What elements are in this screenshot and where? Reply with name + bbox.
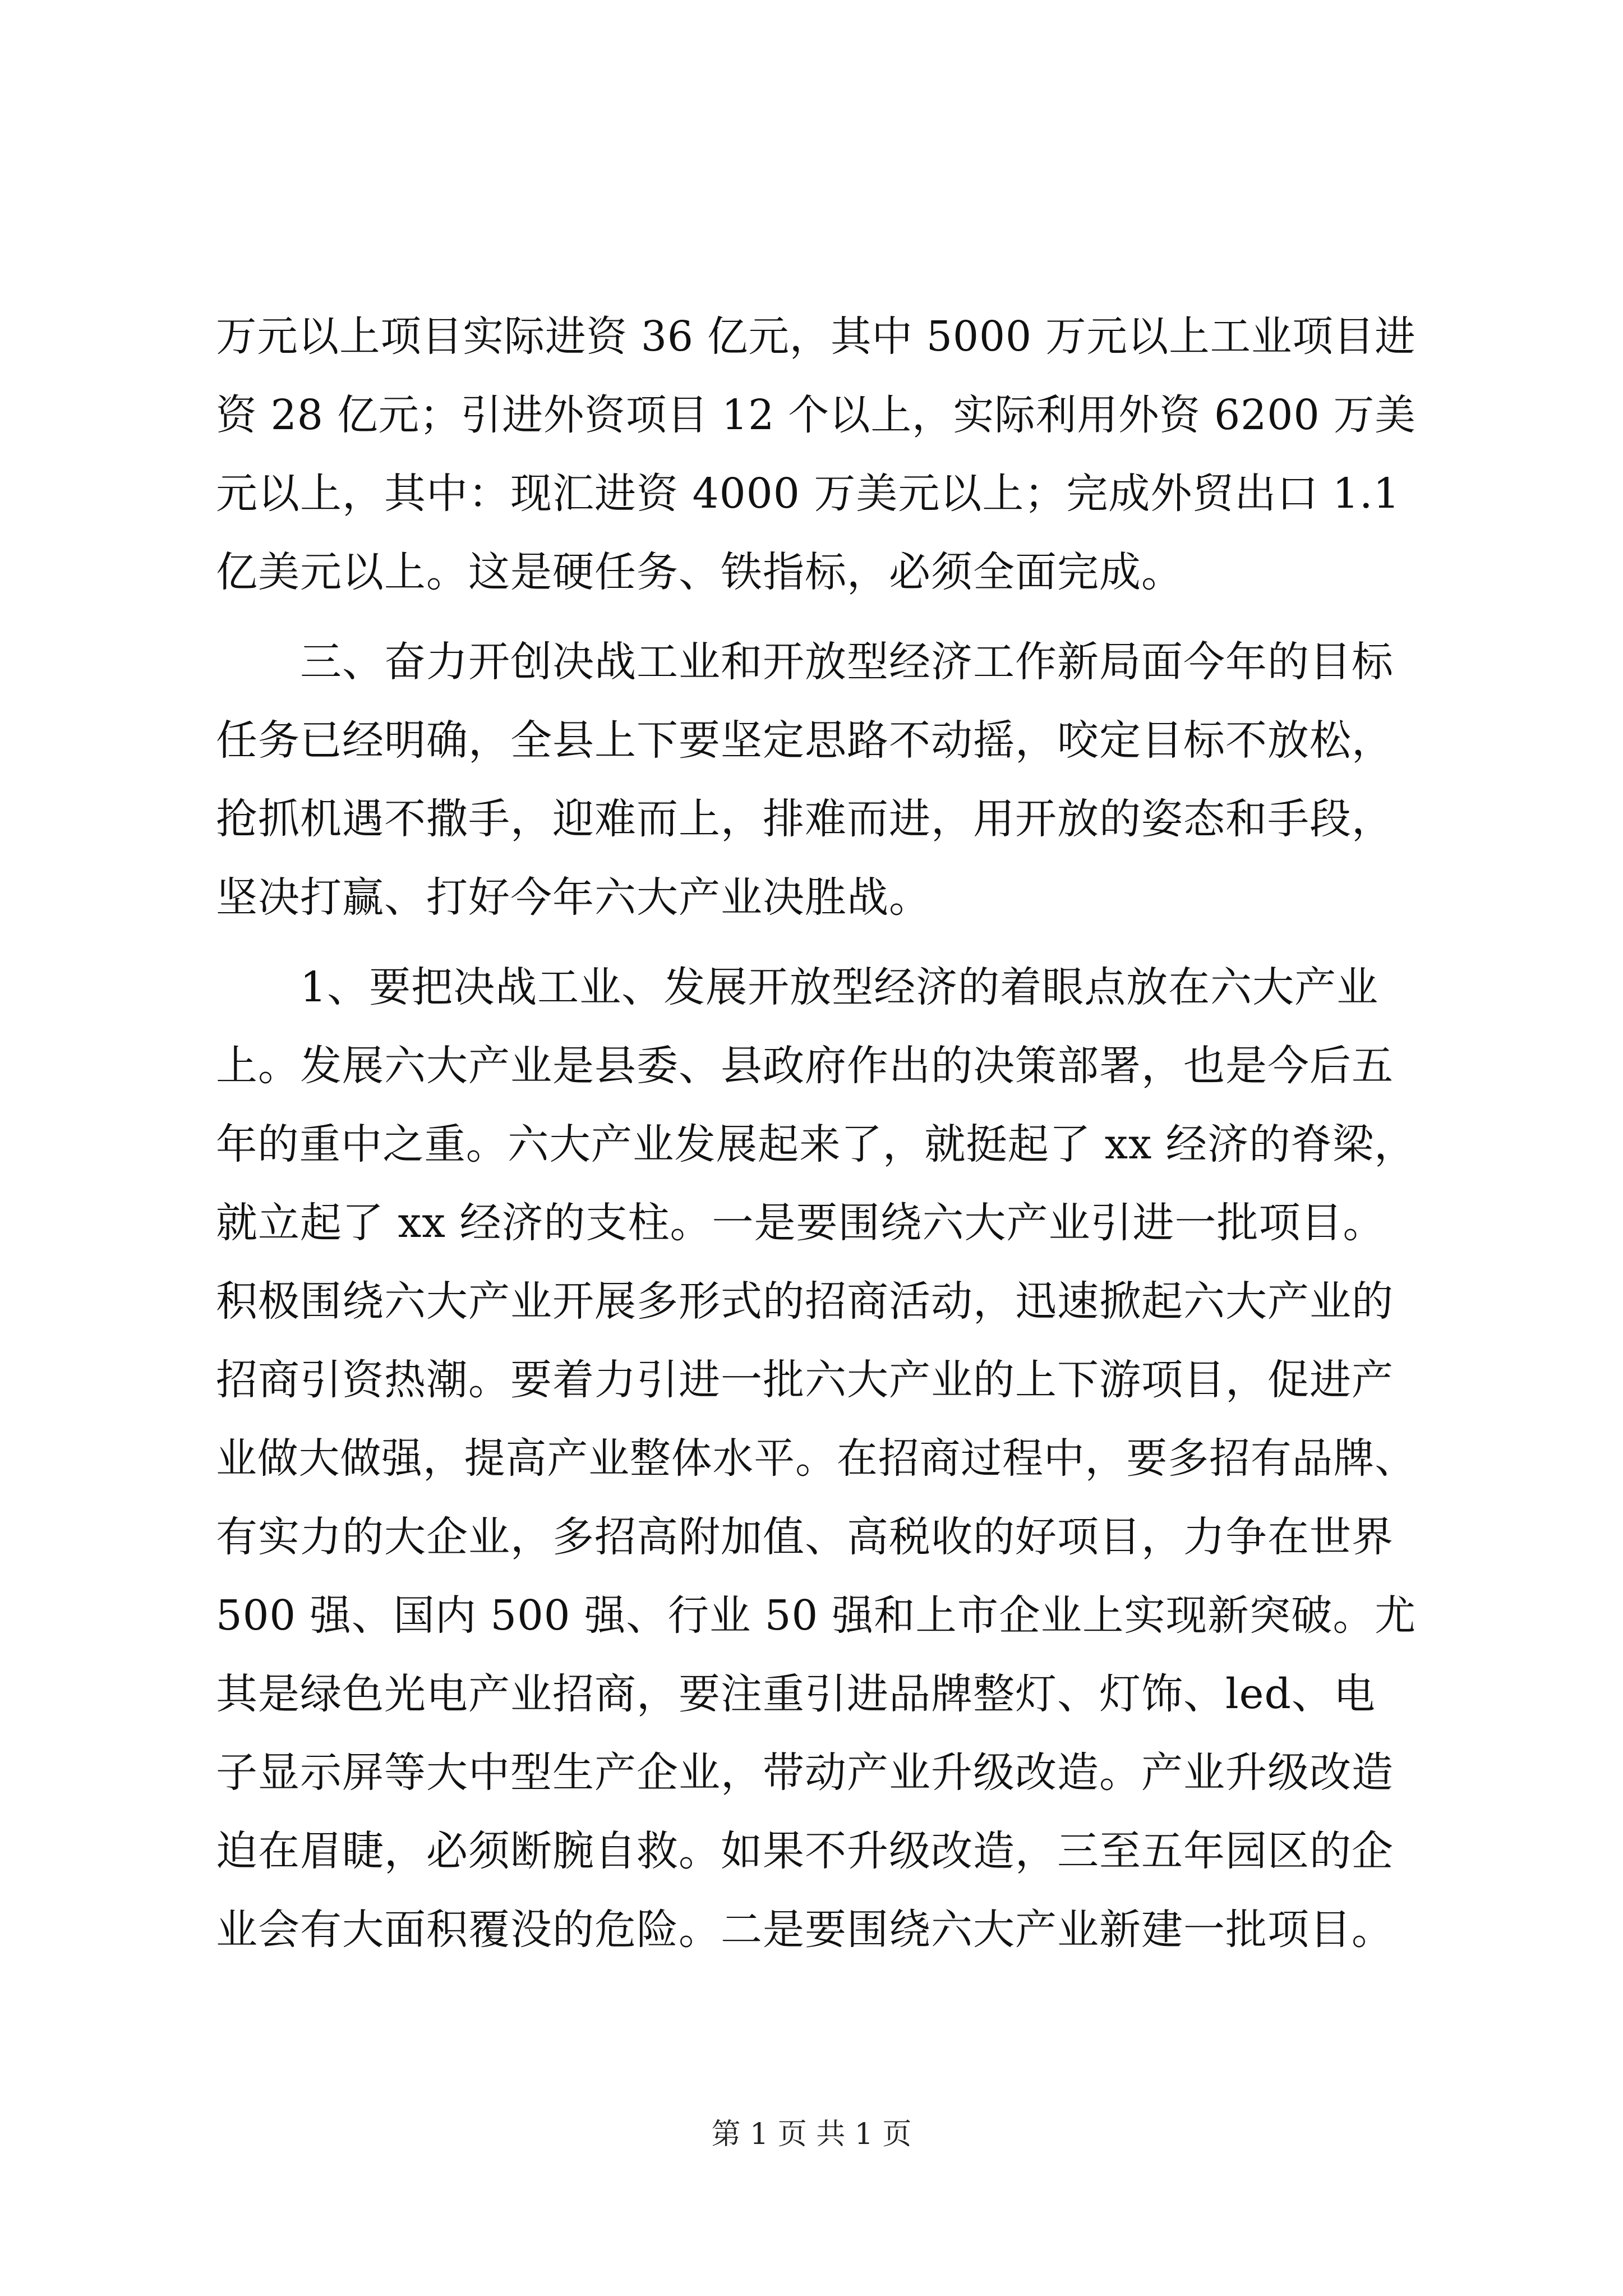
text-line: 年的重中之重。六大产业发展起来了，就挺起了 xx 经济的脊梁， <box>216 1120 1416 1168</box>
text-line: 业做大做强，提高产业整体水平。在招商过程中，要多招有品牌、 <box>216 1434 1416 1483</box>
text-line: 1、要把决战工业、发展开放型经济的着眼点放在六大产业 <box>216 963 1379 1011</box>
page-footer: 第 1 页 共 1 页 <box>711 2118 912 2151</box>
text-line: 任务已经明确，全县上下要坚定思路不动摇，咬定目标不放松， <box>216 716 1394 765</box>
text-line: 500 强、国内 500 强、行业 50 强和上市企业上实现新突破。尤 <box>216 1591 1417 1640</box>
text-line: 有实力的大企业，多招高附加值、高税收的好项目，力争在世界 <box>216 1513 1394 1561</box>
text-line: 亿美元以上。这是硬任务、铁指标，必须全面完成。 <box>216 548 1183 596</box>
text-line: 资 28 亿元；引进外资项目 12 个以上，实际利用外资 6200 万美 <box>216 391 1416 439</box>
text-line: 元以上，其中：现汇进资 4000 万美元以上；完成外贸出口 1.1 <box>216 470 1400 518</box>
text-line: 积极围绕六大产业开展多形式的招商活动，迅速掀起六大产业的 <box>216 1277 1394 1326</box>
text-line: 上。发展六大产业是县委、县政府作出的决策部署，也是今后五 <box>216 1042 1394 1090</box>
text-line: 抢抓机遇不撒手，迎难而上，排难而进，用开放的姿态和手段， <box>216 795 1394 843</box>
text-line: 其是绿色光电产业招商，要注重引进品牌整灯、灯饰、led、电 <box>216 1670 1376 1718</box>
text-line: 坚决打赢、打好今年六大产业决胜战。 <box>216 873 931 922</box>
text-line: 业会有大面积覆没的危险。二是要围绕六大产业新建一批项目。 <box>216 1906 1394 1954</box>
text-line: 万元以上项目实际进资 36 亿元，其中 5000 万元以上工业项目进 <box>216 312 1416 361</box>
text-line: 迫在眉睫，必须断腕自救。如果不升级改造，三至五年园区的企 <box>216 1827 1394 1875</box>
text-line: 三、奋力开创决战工业和开放型经济工作新局面今年的目标 <box>216 638 1394 686</box>
text-line: 招商引资热潮。要着力引进一批六大产业的上下游项目，促进产 <box>216 1356 1394 1404</box>
text-line: 子显示屏等大中型生产企业，带动产业升级改造。产业升级改造 <box>216 1749 1394 1797</box>
text-line: 就立起了 xx 经济的支柱。一是要围绕六大产业引进一批项目。 <box>216 1199 1385 1247</box>
